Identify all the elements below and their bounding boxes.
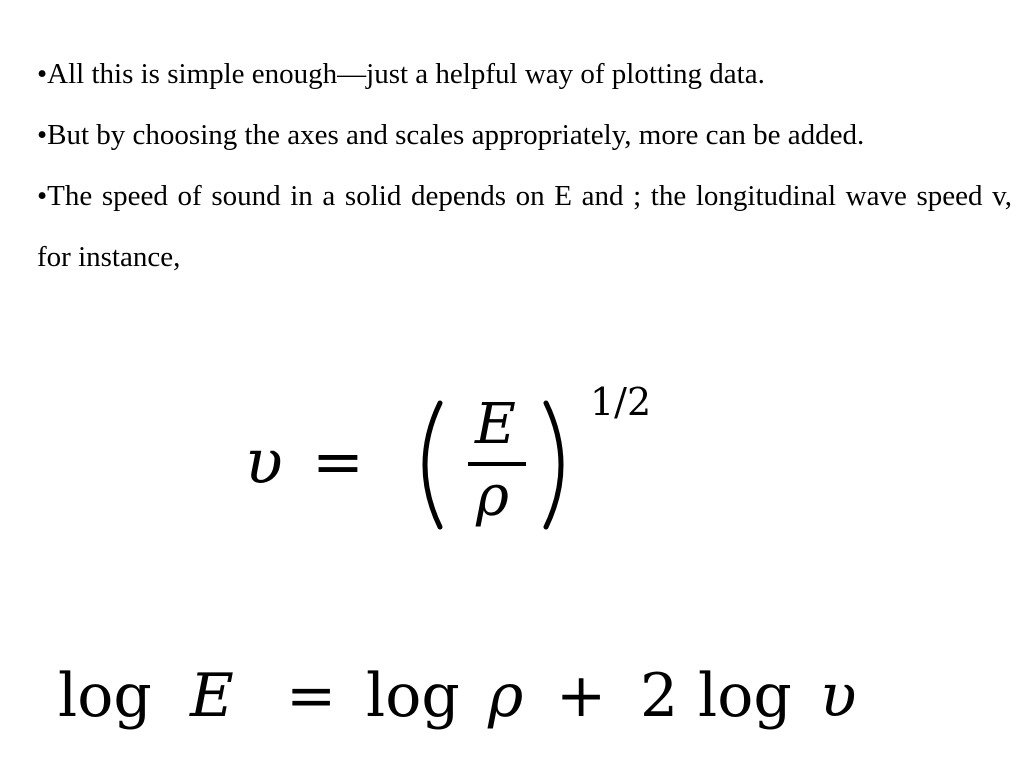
- eq1-exponent: 1/2: [590, 385, 652, 424]
- equation-wave-speed: [240, 385, 710, 545]
- equation-log-form: [58, 658, 888, 738]
- eq1-equals: =: [312, 425, 364, 498]
- svg-text:log E = log: [58, 661, 856, 731]
- eq1-denominator-rho: ρ: [476, 464, 509, 529]
- eq2-var-e: E: [190, 661, 234, 731]
- eq2-plus: +: [556, 661, 607, 731]
- eq1-left-paren: [425, 403, 440, 527]
- bullet-item-1: •All this is simple enough—just a helpful way of plotting data.: [37, 58, 765, 90]
- eq2-var-v: υ: [820, 661, 857, 731]
- bullet-item-2: •But by choosing the axes and scales appropriately, more can be added.: [37, 119, 865, 151]
- eq2-var-rho: ρ: [488, 661, 524, 731]
- eq2-log-3: log: [698, 661, 792, 731]
- eq2-equals: =: [286, 661, 337, 731]
- eq2-log-1: log: [58, 661, 152, 731]
- eq2-two: 2: [640, 661, 679, 731]
- eq1-numerator-e: E: [475, 392, 516, 457]
- eq2-log-2: log: [366, 661, 460, 731]
- bullet-list: [37, 44, 1012, 288]
- eq1-lhs-v: υ: [245, 425, 283, 498]
- bullet-item-3: •The speed of sound in a solid depends on E and ; the longitudinal wave speed v, for instance,: [37, 180, 1012, 273]
- eq1-right-paren: [546, 403, 561, 527]
